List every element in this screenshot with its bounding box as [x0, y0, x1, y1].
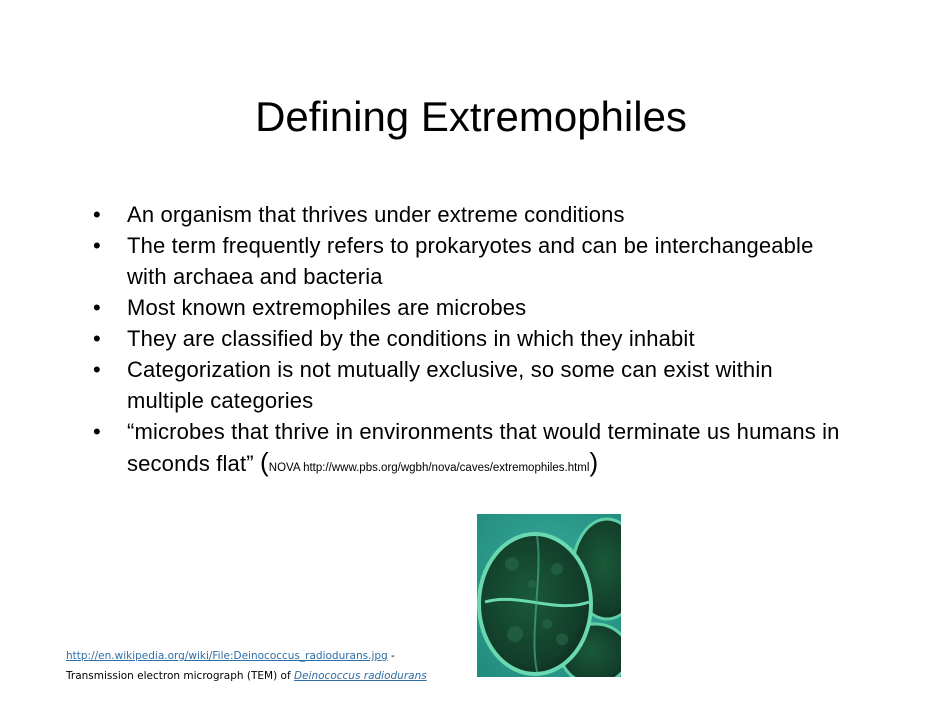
bullet-dot-icon: • [93, 357, 101, 382]
bullet-text: Categorization is not mutually exclusive, so some can exist within multiple categories [127, 357, 773, 413]
deinococcus-micrograph-image [477, 514, 621, 677]
quote-text: “microbes that thrive in environments that would terminate us humans in seconds flat” [127, 419, 840, 476]
bullet-text: An organism that thrives under extreme conditions [127, 202, 625, 227]
caption-text: Transmission electron micrograph (TEM) of [66, 670, 294, 682]
bullet-item [93, 230, 853, 292]
caption-line-2 [66, 666, 486, 686]
bullet-list [93, 199, 853, 484]
bullet-dot-icon: • [93, 326, 101, 351]
bullet-item-quote [93, 416, 853, 484]
bullet-item [93, 199, 853, 230]
bullet-dot-icon: • [93, 295, 101, 320]
bullet-item [93, 354, 853, 416]
slide-title: Defining Extremophiles [255, 93, 687, 140]
bullet-text: The term frequently refers to prokaryotes and can be interchangeable with archaea and bacteria [127, 233, 814, 289]
caption-dash: - [387, 650, 395, 662]
close-paren: ) [589, 447, 599, 477]
caption-line-1 [66, 646, 486, 666]
bullet-text: They are classified by the conditions in which they inhabit [127, 326, 695, 351]
quote-source: NOVA http://www.pbs.org/wgbh/nova/caves/extremophiles.html [268, 462, 590, 474]
bacteria-micrograph-icon [477, 514, 621, 677]
bullet-item [93, 323, 853, 354]
open-paren: ( [259, 447, 269, 477]
bullet-dot-icon: • [93, 233, 101, 258]
bullet-text: Most known extremophiles are microbes [127, 295, 527, 320]
bullet-item [93, 292, 853, 323]
source-link[interactable]: http://en.wikipedia.org/wiki/File:Deinococcus_radiodurans.jpg [66, 650, 388, 662]
bullet-dot-icon: • [93, 419, 101, 444]
bullet-dot-icon: • [93, 202, 101, 227]
species-link[interactable]: Deinococcus radiodurans [294, 670, 427, 682]
image-caption [66, 646, 486, 686]
